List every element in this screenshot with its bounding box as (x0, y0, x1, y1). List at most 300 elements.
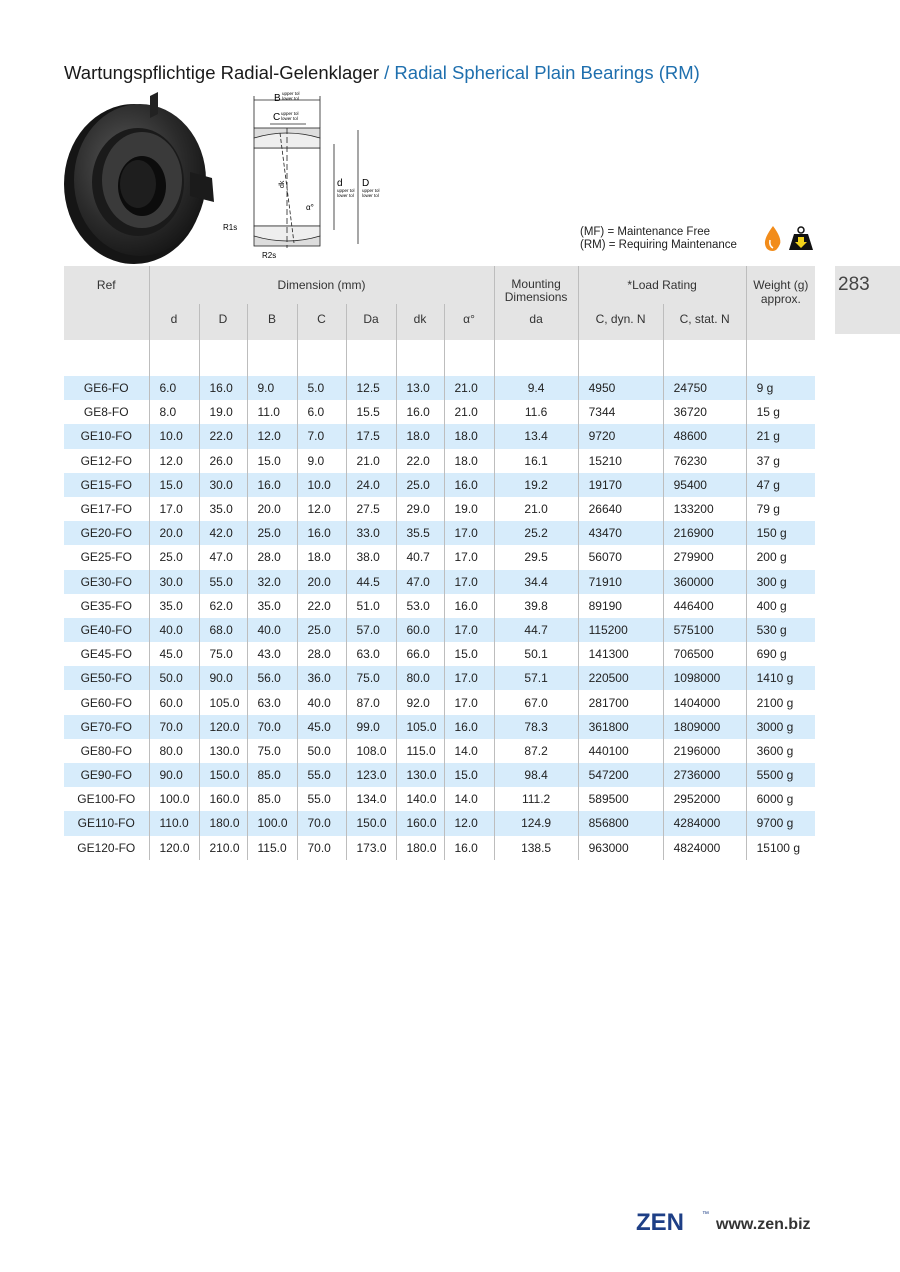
legend-mf: (MF) = Maintenance Free (580, 226, 711, 238)
table-cell: 44.5 (346, 570, 396, 594)
label-R1s: R1s (223, 223, 238, 232)
table-cell: 28.0 (247, 545, 297, 569)
table-cell: 140.0 (396, 787, 444, 811)
table-cell: 25.0 (396, 473, 444, 497)
table-cell: 25.2 (494, 521, 578, 545)
table-cell: 279900 (663, 545, 746, 569)
table-cell: 40.0 (297, 690, 346, 714)
table-cell: 2736000 (663, 763, 746, 787)
label-R2s: R2s (262, 251, 277, 260)
weight-down-icon (789, 227, 813, 250)
header-Da: Da (346, 304, 396, 340)
table-cell: 9.0 (247, 376, 297, 400)
table-cell: 3600 g (746, 739, 815, 763)
table-cell: 17.0 (149, 497, 199, 521)
table-cell: 440100 (578, 739, 663, 763)
table-cell: 20.0 (297, 570, 346, 594)
table-cell: 19.2 (494, 473, 578, 497)
table-cell: 6.0 (149, 376, 199, 400)
table-cell: 66.0 (396, 642, 444, 666)
table-cell: 1098000 (663, 666, 746, 690)
table-cell: 30.0 (149, 570, 199, 594)
table-cell: 68.0 (199, 618, 247, 642)
table-cell: GE70-FO (64, 715, 149, 739)
table-cell: 76230 (663, 449, 746, 473)
table-cell: 16.0 (444, 594, 494, 618)
table-cell: GE20-FO (64, 521, 149, 545)
table-cell: 21 g (746, 424, 815, 448)
table-cell: 89190 (578, 594, 663, 618)
table-cell: 210.0 (199, 836, 247, 860)
table-cell: 40.7 (396, 545, 444, 569)
table-cell: 26640 (578, 497, 663, 521)
table-cell: 17.0 (444, 521, 494, 545)
table-cell: 75.0 (346, 666, 396, 690)
table-cell: GE50-FO (64, 666, 149, 690)
bearing-photo (62, 92, 222, 268)
legend-rm: (RM) = Requiring Maintenance (580, 239, 737, 251)
table-cell: 60.0 (396, 618, 444, 642)
table-cell: 281700 (578, 690, 663, 714)
header-dimension: Dimension (mm) (149, 266, 494, 304)
header-da: da (494, 304, 578, 340)
table-cell: 25.0 (247, 521, 297, 545)
table-cell: 575100 (663, 618, 746, 642)
label-B-upper-tol: upper tol (282, 91, 300, 96)
table-cell: 53.0 (396, 594, 444, 618)
table-cell: 6.0 (297, 400, 346, 424)
legend (580, 226, 737, 252)
table-cell: 9700 g (746, 811, 815, 835)
label-B: B (274, 93, 281, 104)
table-cell: 16.0 (199, 376, 247, 400)
table-cell: 79 g (746, 497, 815, 521)
table-cell: 75.0 (199, 642, 247, 666)
header-B: B (247, 304, 297, 340)
table-cell: 16.0 (297, 521, 346, 545)
table-cell: 160.0 (396, 811, 444, 835)
table-row (64, 618, 815, 642)
table-row (64, 763, 815, 787)
table-row (64, 715, 815, 739)
table-cell: 95400 (663, 473, 746, 497)
table-cell: 16.1 (494, 449, 578, 473)
table-cell: 30.0 (199, 473, 247, 497)
table-cell: 29.0 (396, 497, 444, 521)
table-cell: 50.1 (494, 642, 578, 666)
table-cell: 12.0 (444, 811, 494, 835)
table-cell: 19170 (578, 473, 663, 497)
table-cell: 24750 (663, 376, 746, 400)
table-cell: 55.0 (199, 570, 247, 594)
table-row (64, 497, 815, 521)
table-cell: 32.0 (247, 570, 297, 594)
table-cell: 17.0 (444, 545, 494, 569)
table-cell: 20.0 (247, 497, 297, 521)
logo-trademark: ™ (702, 1211, 709, 1218)
table-cell: 15.5 (346, 400, 396, 424)
table-cell: 446400 (663, 594, 746, 618)
title-german: Wartungspflichtige Radial-Gelenklager (64, 62, 379, 83)
table-cell: 90.0 (199, 666, 247, 690)
label-d-lower-tol: lower tol (337, 193, 354, 198)
header-C: C (297, 304, 346, 340)
table-cell: 361800 (578, 715, 663, 739)
page-number: 283 (838, 274, 870, 295)
table-cell: 26.0 (199, 449, 247, 473)
table-cell: 22.0 (199, 424, 247, 448)
table-cell: 56.0 (247, 666, 297, 690)
table-cell: 100.0 (247, 811, 297, 835)
table-cell: 110.0 (149, 811, 199, 835)
table-cell: 42.0 (199, 521, 247, 545)
table-cell: 15.0 (247, 449, 297, 473)
table-cell: 12.0 (247, 424, 297, 448)
table-cell: 44.7 (494, 618, 578, 642)
table-cell: 111.2 (494, 787, 578, 811)
table-cell: GE120-FO (77, 840, 136, 855)
label-B-lower-tol: lower tol (282, 96, 299, 101)
table-cell: 220500 (578, 666, 663, 690)
table-cell: 28.0 (297, 642, 346, 666)
header-ref: Ref (64, 266, 149, 340)
table-cell: 19.0 (444, 497, 494, 521)
table-cell: GE15-FO (64, 473, 149, 497)
table-cell: 70.0 (297, 811, 346, 835)
table-cell: 56070 (578, 545, 663, 569)
table-cell: 47.0 (396, 570, 444, 594)
table-cell: 16.0 (444, 836, 494, 860)
table-cell: 6000 g (746, 787, 815, 811)
table-cell: 27.5 (346, 497, 396, 521)
table-cell: 123.0 (346, 763, 396, 787)
table-cell: 150 g (746, 521, 815, 545)
table-cell: 9 g (746, 376, 815, 400)
table-cell: 15.0 (149, 473, 199, 497)
table-cell: 43470 (578, 521, 663, 545)
table-cell: 9720 (578, 424, 663, 448)
table-cell: 21.0 (444, 376, 494, 400)
table-cell: GE25-FO (80, 550, 132, 565)
label-D-upper-tol: upper tol (362, 188, 380, 193)
table-cell: 99.0 (346, 715, 396, 739)
table-cell: 78.3 (494, 715, 578, 739)
logo-text: ZEN (636, 1209, 684, 1236)
table-cell: 34.4 (494, 570, 578, 594)
label-dk: dk (279, 180, 286, 188)
table-cell: 35.0 (149, 594, 199, 618)
table-cell: 51.0 (346, 594, 396, 618)
table-cell: 22.0 (396, 449, 444, 473)
table-cell: 37 g (746, 449, 815, 473)
table-cell: 39.8 (494, 594, 578, 618)
table-cell: 38.0 (346, 545, 396, 569)
table-cell: 98.4 (494, 763, 578, 787)
table-cell: 138.5 (494, 836, 578, 860)
table-cell: 20.0 (149, 521, 199, 545)
table-row (64, 690, 815, 714)
table-cell: 50.0 (297, 739, 346, 763)
table-cell: 57.1 (494, 666, 578, 690)
table-cell: 300 g (746, 570, 815, 594)
table-cell: 105.0 (396, 715, 444, 739)
table-cell: 120.0 (149, 836, 199, 860)
table-cell: GE8-FO (83, 405, 129, 420)
header-c-dyn: C, dyn. N (578, 304, 663, 340)
table-cell: 130.0 (396, 763, 444, 787)
page-title (64, 62, 700, 84)
label-C-lower-tol: lower tol (281, 116, 298, 121)
header-alpha: α° (444, 304, 494, 340)
table-cell: GE12-FO (80, 453, 132, 468)
table-cell: GE100-FO (77, 792, 136, 807)
technical-drawing (220, 88, 400, 263)
table-row (64, 545, 815, 569)
table-cell: 25.0 (149, 545, 199, 569)
table-cell: 9.4 (494, 376, 578, 400)
table-cell: 17.0 (444, 570, 494, 594)
header-dk: dk (396, 304, 444, 340)
table-row (64, 424, 815, 448)
table-cell: 70.0 (149, 715, 199, 739)
table-cell: 5.0 (297, 376, 346, 400)
table-row (64, 570, 815, 594)
header-weight: Weight (g) approx. (746, 266, 815, 340)
table-cell: 70.0 (247, 715, 297, 739)
table-cell: 173.0 (346, 836, 396, 860)
table-cell: 17.5 (346, 424, 396, 448)
table-cell: 18.0 (444, 449, 494, 473)
table-cell: 150.0 (346, 811, 396, 835)
table-row (64, 642, 815, 666)
table-cell: 360000 (663, 570, 746, 594)
table-cell: 12.5 (346, 376, 396, 400)
header-c-stat: C, stat. N (663, 304, 746, 340)
title-separator: / (379, 62, 395, 83)
table-cell: 35.5 (396, 521, 444, 545)
header-D: D (199, 304, 247, 340)
table-cell: 15.0 (444, 763, 494, 787)
label-d: d (337, 178, 343, 189)
table-cell: 589500 (578, 787, 663, 811)
table-cell: 8.0 (149, 400, 199, 424)
table-cell: 55.0 (297, 787, 346, 811)
table-cell: GE40-FO (64, 618, 149, 642)
legend-icons (762, 224, 814, 252)
table-cell: 35.0 (199, 497, 247, 521)
table-cell: 15210 (578, 449, 663, 473)
table-cell: 12.0 (149, 449, 199, 473)
table-cell: 1410 g (746, 666, 815, 690)
table-cell: 67.0 (494, 690, 578, 714)
table-row (64, 836, 815, 860)
table-cell: 87.0 (346, 690, 396, 714)
table-cell: GE45-FO (80, 647, 132, 662)
table-cell: 71910 (578, 570, 663, 594)
table-cell: 1809000 (663, 715, 746, 739)
table-cell: 216900 (663, 521, 746, 545)
table-cell: GE80-FO (80, 743, 132, 758)
table-cell: GE35-FO (80, 598, 132, 613)
table-cell: 57.0 (346, 618, 396, 642)
table-row (64, 594, 815, 618)
table-row (64, 811, 815, 835)
table-cell: GE17-FO (80, 502, 132, 517)
table-cell: 963000 (578, 836, 663, 860)
table-cell: 36.0 (297, 666, 346, 690)
table-cell: 115200 (578, 618, 663, 642)
table-cell: 547200 (578, 763, 663, 787)
table-cell: 80.0 (149, 739, 199, 763)
table-cell: 160.0 (199, 787, 247, 811)
table-cell: 13.4 (494, 424, 578, 448)
table-cell: 63.0 (247, 690, 297, 714)
zen-logo (636, 1206, 712, 1236)
table-row (64, 666, 815, 690)
table-cell: 180.0 (199, 811, 247, 835)
table-cell: 21.0 (346, 449, 396, 473)
table-cell: 4950 (578, 376, 663, 400)
table-cell: 4284000 (663, 811, 746, 835)
table-cell: 17.0 (444, 690, 494, 714)
table-cell: 80.0 (396, 666, 444, 690)
title-english: Radial Spherical Plain Bearings (RM) (394, 62, 700, 83)
table-cell: 120.0 (199, 715, 247, 739)
table-cell: 62.0 (199, 594, 247, 618)
table-cell: 40.0 (247, 618, 297, 642)
table-cell: 17.0 (444, 666, 494, 690)
label-D: D (362, 178, 370, 189)
table-row (64, 739, 815, 763)
table-cell: 124.9 (494, 811, 578, 835)
table-cell: 15100 g (746, 836, 815, 860)
table-cell: 16.0 (444, 715, 494, 739)
footer-url: www.zen.biz (716, 1216, 811, 1233)
table-cell: 130.0 (199, 739, 247, 763)
table-cell: 35.0 (247, 594, 297, 618)
table-cell: 33.0 (346, 521, 396, 545)
table-cell: 11.6 (494, 400, 578, 424)
table-cell: 36720 (663, 400, 746, 424)
table-cell: 92.0 (396, 690, 444, 714)
table-cell: 115.0 (247, 836, 297, 860)
table-cell: 7.0 (297, 424, 346, 448)
table-cell: 15.0 (444, 642, 494, 666)
table-cell: 15 g (746, 400, 815, 424)
table-cell: 690 g (746, 642, 815, 666)
table-cell: 150.0 (199, 763, 247, 787)
label-C: C (273, 112, 281, 123)
table-cell: 10.0 (149, 424, 199, 448)
table-cell: 45.0 (297, 715, 346, 739)
table-row (64, 449, 815, 473)
table-cell: 706500 (663, 642, 746, 666)
table-row (64, 521, 815, 545)
header-mounting: Mounting Dimensions (494, 266, 578, 304)
table-cell: 4824000 (663, 836, 746, 860)
table-cell: 530 g (746, 618, 815, 642)
table-cell: 16.0 (247, 473, 297, 497)
table-cell: 43.0 (247, 642, 297, 666)
table-cell: 17.0 (444, 618, 494, 642)
table-cell: 87.2 (494, 739, 578, 763)
header-load-rating: *Load Rating (578, 266, 746, 304)
bearing-table (64, 266, 815, 860)
table-cell: 105.0 (199, 690, 247, 714)
label-D-lower-tol: lower tol (362, 193, 379, 198)
table-cell: 22.0 (297, 594, 346, 618)
table-row (64, 787, 815, 811)
table-cell: 14.0 (444, 739, 494, 763)
table-cell: 48600 (663, 424, 746, 448)
table-cell: 200 g (746, 545, 815, 569)
table-cell: GE10-FO (64, 424, 149, 448)
table-cell: 55.0 (297, 763, 346, 787)
label-alpha: α° (306, 203, 314, 212)
table-cell: 134.0 (346, 787, 396, 811)
table-cell: 180.0 (396, 836, 444, 860)
table-cell: 2952000 (663, 787, 746, 811)
table-cell: 21.0 (494, 497, 578, 521)
table-cell: 21.0 (444, 400, 494, 424)
table-cell: 856800 (578, 811, 663, 835)
table-cell: GE90-FO (64, 763, 149, 787)
table-cell: GE60-FO (80, 695, 132, 710)
table-cell: 108.0 (346, 739, 396, 763)
table-row (64, 376, 815, 400)
header-d: d (149, 304, 199, 340)
table-cell: 5500 g (746, 763, 815, 787)
table-cell: 19.0 (199, 400, 247, 424)
table-cell: 60.0 (149, 690, 199, 714)
table-cell: 29.5 (494, 545, 578, 569)
table-cell: 70.0 (297, 836, 346, 860)
table-cell: 18.0 (297, 545, 346, 569)
table-cell: 47.0 (199, 545, 247, 569)
table-cell: 16.0 (444, 473, 494, 497)
table-cell: 2196000 (663, 739, 746, 763)
table-cell: 100.0 (149, 787, 199, 811)
table-cell: 14.0 (444, 787, 494, 811)
table-cell: 40.0 (149, 618, 199, 642)
table-cell: 141300 (578, 642, 663, 666)
table-cell: 25.0 (297, 618, 346, 642)
table-row (64, 473, 815, 497)
table-cell: 63.0 (346, 642, 396, 666)
table-cell: 12.0 (297, 497, 346, 521)
table-cell: 2100 g (746, 690, 815, 714)
table-row (64, 400, 815, 424)
table-cell: 7344 (578, 400, 663, 424)
table-cell: GE110-FO (64, 811, 149, 835)
label-C-upper-tol: upper tol (281, 111, 299, 116)
table-cell: 85.0 (247, 787, 297, 811)
table-cell: 18.0 (444, 424, 494, 448)
table-cell: 9.0 (297, 449, 346, 473)
table-cell: 85.0 (247, 763, 297, 787)
table-cell: 16.0 (396, 400, 444, 424)
table-cell: 400 g (746, 594, 815, 618)
oil-drop-icon (765, 226, 780, 251)
table-cell: 10.0 (297, 473, 346, 497)
table-cell: GE6-FO (64, 376, 149, 400)
table-cell: 3000 g (746, 715, 815, 739)
table-cell: 75.0 (247, 739, 297, 763)
table-cell: 115.0 (396, 739, 444, 763)
label-d-upper-tol: upper tol (337, 188, 355, 193)
table-cell: 1404000 (663, 690, 746, 714)
table-cell: GE30-FO (64, 570, 149, 594)
